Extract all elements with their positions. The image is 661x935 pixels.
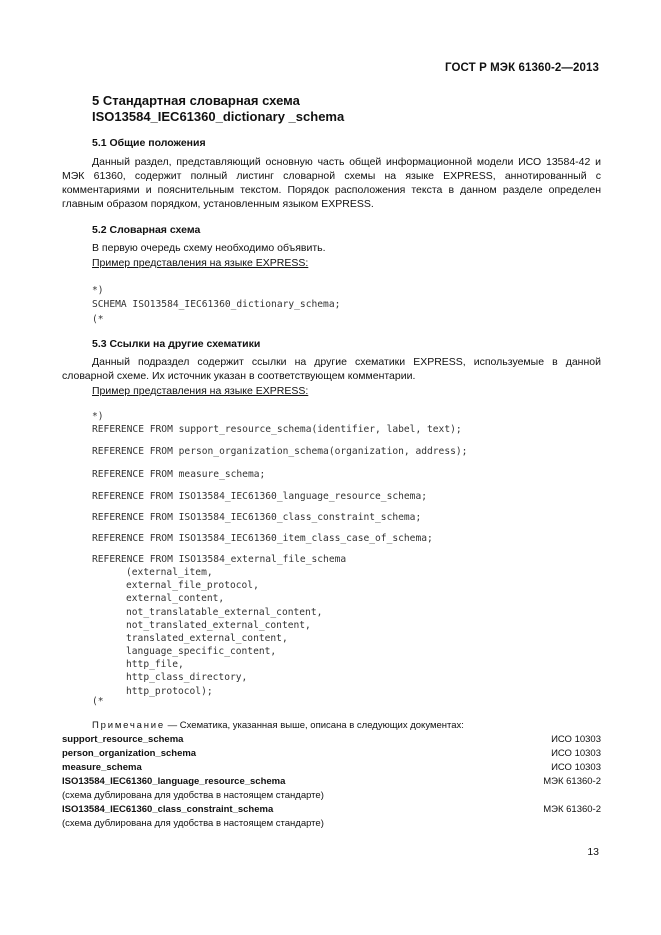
reference-document: МЭК 61360-2: [543, 776, 601, 787]
section-title-line2: ISO13584_IEC61360_dictionary _schema: [92, 109, 345, 124]
code-external-item: external_content,: [126, 593, 225, 604]
code-reference-line: REFERENCE FROM support_resource_schema(identifier, label, text);: [92, 424, 462, 435]
note-text: — Схематика, указанная выше, описана в следующих документах:: [165, 720, 464, 731]
reference-row: [62, 817, 601, 831]
reference-schema-name: ISO13584_IEC61360_language_resource_schema: [62, 776, 286, 787]
paragraph-5-2-line: В первую очередь схему необходимо объявить.: [92, 242, 326, 254]
code-external-item: http_file,: [126, 659, 184, 670]
section-title-line1: 5 Стандартная словарная схема: [92, 93, 300, 108]
code-reference-line: REFERENCE FROM person_organization_schema(organization, address);: [92, 446, 468, 457]
code-comment-close: *): [92, 285, 104, 296]
reference-row: [62, 733, 601, 747]
reference-row: [62, 775, 601, 789]
reference-row: [62, 761, 601, 775]
reference-document: ИСО 10303: [551, 748, 601, 759]
code-external-item: language_specific_content,: [126, 646, 277, 657]
subsection-title-5-2: 5.2 Словарная схема: [92, 224, 201, 236]
reference-document: МЭК 61360-2: [543, 804, 601, 815]
reference-row: [62, 747, 601, 761]
code-reference-line: REFERENCE FROM ISO13584_external_file_schema: [92, 554, 347, 565]
code-comment-open: (*: [92, 314, 104, 325]
reference-schema-name: person_organization_schema: [62, 748, 197, 759]
code-external-item: http_protocol);: [126, 686, 213, 697]
subsection-title-5-1: 5.1 Общие положения: [92, 137, 206, 149]
reference-row: [62, 789, 601, 803]
example-label-5-2: Пример представления на языке EXPRESS:: [92, 257, 309, 269]
document-header: ГОСТ Р МЭК 61360-2—2013: [445, 62, 599, 74]
code-comment-close: *): [92, 411, 104, 422]
reference-remark: (схема дублирована для удобства в настоящем стандарте): [62, 818, 324, 829]
reference-list: [62, 733, 601, 831]
code-external-item: external_file_protocol,: [126, 580, 259, 591]
paragraph-5-3-text: Данный подраздел содержит ссылки на другие схематики EXPRESS, используемые в данной словарной схеме. Их источник указан в соответствующем комментарии.: [62, 356, 601, 382]
paragraph-5-1: [62, 155, 601, 211]
reference-remark: (схема дублирована для удобства в настоящем стандарте): [62, 790, 324, 801]
code-external-item: http_class_directory,: [126, 672, 248, 683]
reference-document: ИСО 10303: [551, 762, 601, 773]
note-label: Примечание: [92, 720, 165, 731]
code-comment-open: (*: [92, 696, 104, 707]
code-external-item: (external_item,: [126, 567, 213, 578]
code-reference-line: REFERENCE FROM ISO13584_IEC61360_language_resource_schema;: [92, 491, 428, 502]
code-schema-declaration: SCHEMA ISO13584_IEC61360_dictionary_schema;: [92, 299, 341, 310]
code-reference-line: REFERENCE FROM ISO13584_IEC61360_item_class_case_of_schema;: [92, 533, 433, 544]
code-external-item: not_translated_external_content,: [126, 620, 311, 631]
reference-schema-name: measure_schema: [62, 762, 142, 773]
page-number: 13: [587, 846, 599, 858]
code-external-item: translated_external_content,: [126, 633, 288, 644]
reference-schema-name: ISO13584_IEC61360_class_constraint_schema: [62, 804, 274, 815]
paragraph-5-1-text: Данный раздел, представляющий основную часть общей информационной модели ИСО 13584-42 и МЭК 61360, содержит полный листинг словарной схемы на языке EXPRESS, аннотированный с комментариями и пояснительным текстом. Порядок расположения текста в данном разделе определен главным образом порядком, установленным языком EXPRESS.: [62, 156, 601, 210]
reference-document: ИСО 10303: [551, 734, 601, 745]
paragraph-5-3: [62, 355, 601, 383]
code-reference-line: REFERENCE FROM ISO13584_IEC61360_class_constraint_schema;: [92, 512, 422, 523]
code-external-item: not_translatable_external_content,: [126, 607, 323, 618]
section-title: [92, 93, 344, 125]
reference-row: [62, 803, 601, 817]
example-label-5-3: Пример представления на языке EXPRESS:: [92, 385, 309, 397]
note: [92, 720, 464, 731]
reference-schema-name: support_resource_schema: [62, 734, 184, 745]
subsection-title-5-3: 5.3 Ссылки на другие схематики: [92, 338, 261, 350]
code-reference-line: REFERENCE FROM measure_schema;: [92, 469, 266, 480]
